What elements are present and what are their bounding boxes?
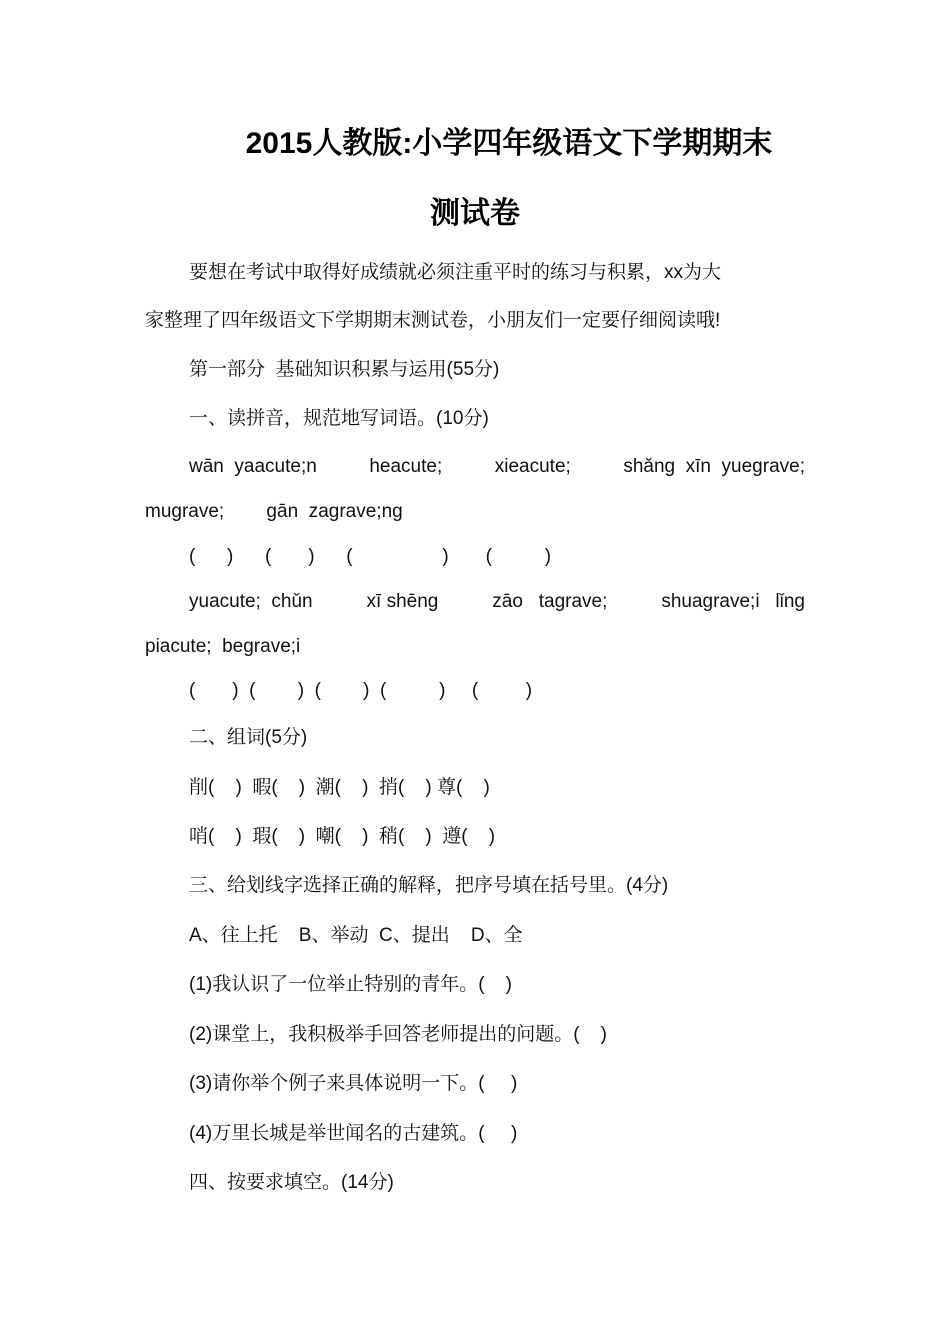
pinyin-item: heacute; — [369, 456, 443, 477]
question1-blanks-row-2: ( ) ( ) ( ) ( ) ( ) — [189, 680, 533, 701]
question1-heading: 一、读拼音，规范地写词语。(10分) — [189, 408, 489, 429]
question1-pinyin-row-2 — [189, 589, 805, 615]
question1-pinyin-row-1 — [189, 454, 805, 480]
document-title-line-1: 2015人教版:小学四年级语文下学期期末 — [245, 127, 773, 160]
part1-heading: 第一部分 基础知识积累与运用(55分) — [189, 359, 500, 380]
question3-heading: 三、给划线字选择正确的解释，把序号填在括号里。(4分) — [189, 875, 669, 896]
question3-item-1: (1)我认识了一位举止特别的青年。( ) — [189, 974, 512, 995]
pinyin-item: shǎng xīn yuegrave; — [623, 456, 805, 477]
question2-row-2: 哨( ) 瑕( ) 嘲( ) 稍( ) 遵( ) — [189, 826, 496, 847]
pinyin-item: xieacute; — [494, 456, 571, 477]
question3-item-4: (4)万里长城是举世闻名的古建筑。( ) — [189, 1123, 518, 1144]
intro-paragraph-line-2: 家整理了四年级语文下学期期末测试卷，小朋友们一定要仔细阅读哦! — [145, 310, 721, 331]
pinyin-item: wān yaacute;n — [189, 456, 317, 477]
question3-item-3: (3)请你举个例子来具体说明一下。( ) — [189, 1073, 518, 1094]
question3-options: A、往上托 B、举动 C、提出 D、全 — [189, 925, 523, 946]
question2-heading: 二、组词(5分) — [189, 727, 308, 748]
question1-pinyin-row-2-continued: piacute; begrave;i — [145, 636, 301, 657]
pinyin-item: shuagrave;i lǐng — [661, 591, 805, 612]
question2-row-1: 削( ) 暇( ) 潮( ) 捎( ) 尊( ) — [189, 777, 490, 798]
question4-heading: 四、按要求填空。(14分) — [189, 1172, 394, 1193]
pinyin-item: zāo tagrave; — [492, 591, 608, 612]
document-title-line-2: 测试卷 — [430, 197, 520, 230]
question1-pinyin-row-1-continued: mugrave; gān zagrave;ng — [145, 501, 403, 522]
question3-item-2: (2)课堂上，我积极举手回答老师提出的问题。( ) — [189, 1024, 607, 1045]
pinyin-item: xī shēng — [366, 591, 439, 612]
intro-paragraph-line-1: 要想在考试中取得好成绩就必须注重平时的练习与积累，xx为大 — [189, 262, 722, 283]
question1-blanks-row-1: ( ) ( ) ( ) ( ) — [189, 546, 552, 567]
pinyin-item: yuacute; chǔn — [189, 591, 313, 612]
